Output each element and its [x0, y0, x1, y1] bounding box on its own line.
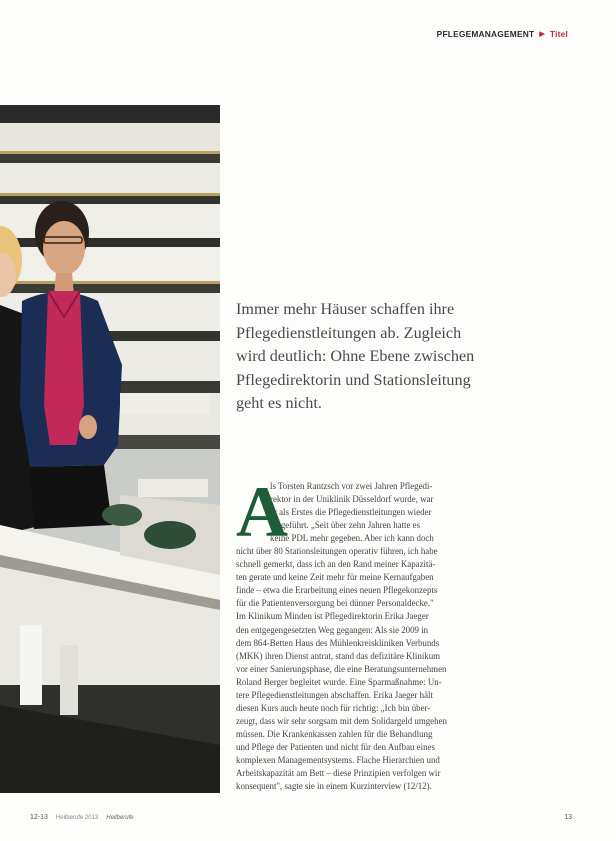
- body-line: ls Torsten Rantzsch vor zwei Jahren Pflegedi-: [270, 481, 433, 491]
- drop-cap: A: [236, 472, 288, 552]
- page-footer: [30, 814, 572, 826]
- body-line: diesen Kurs auch heute noch für richtig: „Ich bin über-: [236, 702, 431, 713]
- pull-quote-line: Pflegedienstleitungen ab. Zugleich: [236, 323, 462, 342]
- pull-quote-line: wird deutlich: Ohne Ebene zwischen: [236, 347, 475, 365]
- body-line: schnell gemerkt, dass ich an den Rand meiner Kapazitä-: [236, 559, 436, 570]
- header-arrow-icon: ▶: [539, 31, 545, 38]
- body-line: keine PDL mehr gegeben. Aber ich kann doch: [270, 533, 434, 544]
- pull-quote-line: Pflegedirektorin und Stationsleitung: [236, 370, 471, 389]
- body-line: und Pflege der Patienten und nicht für den Aufbau eines: [236, 741, 435, 752]
- footer-page-right: 13: [564, 814, 572, 821]
- body-line: vor einer Sanierungsphase, die eine Beratungsunternehmen: [236, 663, 447, 674]
- body-line: nicht über 80 Stationsleitungen operativ führen, ich habe: [236, 546, 438, 557]
- body-line: tere Pflegedienstleitungen abschaffen. Erika Jaeger hält: [236, 689, 433, 700]
- article-body: [236, 472, 572, 793]
- body-line: Arbeitskapazität am Bett – diese Prinzipien verfolgen wir: [236, 768, 441, 779]
- body-line: müssen. Die Krankenkassen zahlen für die Behandlung: [236, 728, 433, 739]
- footer-issue: Heilberufe 2013: [55, 814, 99, 821]
- pull-quote-line: geht es nicht.: [236, 394, 322, 412]
- footer-brand: Heilberufe: [106, 814, 134, 821]
- photo-illustration: [0, 105, 220, 793]
- header-section: PFLEGEMANAGEMENT: [436, 29, 535, 39]
- pull-quote: [236, 298, 484, 416]
- footer-page-left: 12-13: [30, 814, 48, 821]
- body-line: eingeführt. „Seit über zehn Jahren hatte es: [270, 520, 421, 531]
- body-line: dem 864-Betten Haus des Mühlenkreiskliniken Verbunds: [236, 637, 440, 648]
- header-subsection: Titel: [549, 29, 568, 39]
- body-line: ten gerate und keine Zeit mehr für meine Kernaufgaben: [236, 572, 434, 583]
- body-line: finde – etwa die Erarbeitung eines neuen Pflegekonzepts: [236, 585, 438, 596]
- body-line: rektor in der Uniklinik Düsseldorf wurde, war: [270, 494, 434, 505]
- running-header: [437, 28, 568, 40]
- body-line: (MKK) ihren Dienst antrat, stand das defizitäre Klinikum: [236, 650, 441, 661]
- pull-quote-line: Immer mehr Häuser schaffen ihre: [236, 300, 455, 318]
- body-line: zeugt, dass wir sehr sorgsam mit dem Solidargeld umgehen: [236, 715, 447, 726]
- body-line: Roland Berger begleitet wurde. Eine Sparmaßnahme: Un-: [236, 676, 442, 687]
- body-line: Im Klinikum Minden ist Pflegedirektorin Erika Jaeger: [236, 611, 429, 622]
- body-line: konsequent", sagte sie in einem Kurzinterview (12/12).: [236, 781, 432, 792]
- body-line: komplexen Managementsystems. Flache Hierarchien und: [236, 754, 440, 765]
- body-line: den entgegengesetzten Weg gegangen: Als sie 2009 in: [236, 624, 429, 635]
- footer-left: [30, 814, 134, 821]
- body-line: für die Patientenversorgung bei dünner Personaldecke.": [236, 598, 434, 609]
- body-line: er als Erstes die Pflegedienstleitungen wieder: [270, 507, 432, 518]
- article-photo: [0, 105, 220, 793]
